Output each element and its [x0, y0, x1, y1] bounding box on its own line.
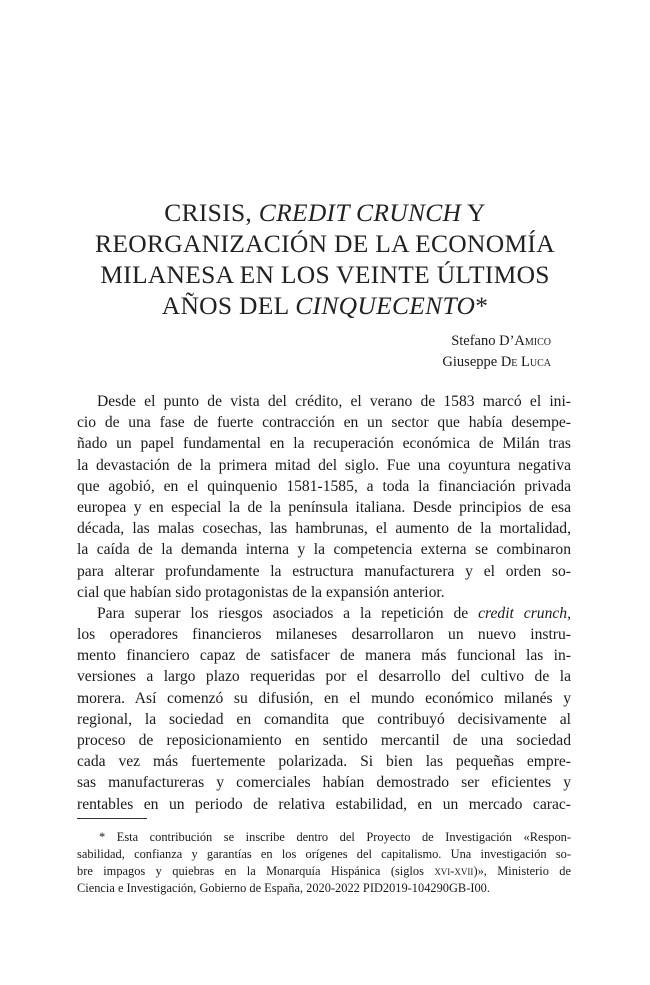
text-line: versiones a largo plazo requeridas por el desarrollo del cultivo de la: [77, 668, 571, 686]
footnote-line: sabilidad, confianza y garantías en los orígenes del capitalismo. Una investigación so-: [77, 847, 571, 861]
text-line: sas manufactureras y comerciales habían demostrado ser eficientes y: [77, 774, 571, 792]
footnote-separator: [77, 818, 147, 819]
footnote-line: bre impagos y quiebras en la Monarquía Hispánica (siglos xvi-xvii)», Ministerio de: [77, 864, 572, 878]
title-line-2: REORGANIZACIÓN DE LA ECONOMÍA: [95, 229, 555, 258]
article-title: [60, 197, 590, 321]
body-text: [77, 391, 571, 815]
title-line-3: MILANESA EN LOS VEINTE ÚLTIMOS: [100, 260, 550, 289]
footnote-marker: *: [475, 291, 489, 320]
text-line: europea y en especial la de la península italiana. Desde principios de esa: [77, 498, 571, 516]
text-line: cio de una fase de fuerte contracción en un sector que había desempe-: [77, 414, 571, 432]
text-line: ñado un papel fundamental en la recuperación económica de Milán tras: [77, 435, 571, 453]
text-line: cada vez más fuertemente polarizada. Si bien las pequeñas empre-: [77, 753, 571, 771]
text-line: regional, la sociedad en comandita que contribuyó decisivamente al: [77, 710, 571, 728]
paragraph-1: [77, 391, 571, 603]
title-emphasis-cinquecento: CINQUECENTO: [295, 291, 476, 320]
footnote: [77, 829, 571, 897]
title-emphasis-credit-crunch: CREDIT CRUNCH: [258, 198, 462, 227]
text-line: rentables en un periodo de relativa estabilidad, en un mercado carac-: [77, 795, 571, 813]
title-line-4: AÑOS DEL CINQUECENTO*: [161, 291, 489, 320]
text-line: década, las malas cosechas, las hambrunas, el aumento de la mortalidad,: [77, 520, 571, 538]
text-line: cial que habían sido protagonistas de la expansión anterior.: [77, 583, 445, 601]
text-line: mento financiero capaz de satisfacer de manera más funcional las in-: [77, 647, 571, 665]
text-line: para alterar profundamente la estructura manufacturera y el orden so-: [77, 562, 571, 580]
paragraph-2: [77, 603, 571, 815]
author-2: Giuseppe De Luca: [442, 354, 551, 370]
footnote-line: Ciencia e Investigación, Gobierno de España, 2020-2022 PID2019-104290GB-I00.: [77, 881, 490, 895]
text-line: Desde el punto de vista del crédito, el verano de 1583 marcó el ini-: [97, 393, 571, 410]
text-line: morera. Así comenzó su difusión, en el mundo económico milanés y: [77, 689, 571, 707]
text-line: la devastación de la primera mitad del siglo. Fue una coyuntura negativa: [77, 456, 571, 474]
text-line: los operadores financieros milaneses desarrollaron un nuevo instru-: [77, 626, 571, 644]
text-line: Para superar los riesgos asociados a la repetición de credit crunch,: [97, 604, 571, 622]
text-line: que agobió, en el quinquenio 1581-1585, a toda la financiación privada: [77, 477, 571, 495]
footnote-line: * Esta contribución se inscribe dentro del Proyecto de Investigación «Respon-: [99, 830, 571, 844]
title-line-1: CRISIS, CREDIT CRUNCH Y: [164, 198, 486, 227]
text-line: proceso de reposicionamiento en sentido mercantil de una sociedad: [77, 732, 571, 749]
author-1: Stefano D’Amico: [451, 333, 551, 349]
emphasis-credit-crunch: credit crunch,: [478, 604, 571, 622]
author-list: [442, 331, 551, 373]
text-line: la caída de la demanda interna y la competencia externa se combinaron: [77, 541, 571, 559]
